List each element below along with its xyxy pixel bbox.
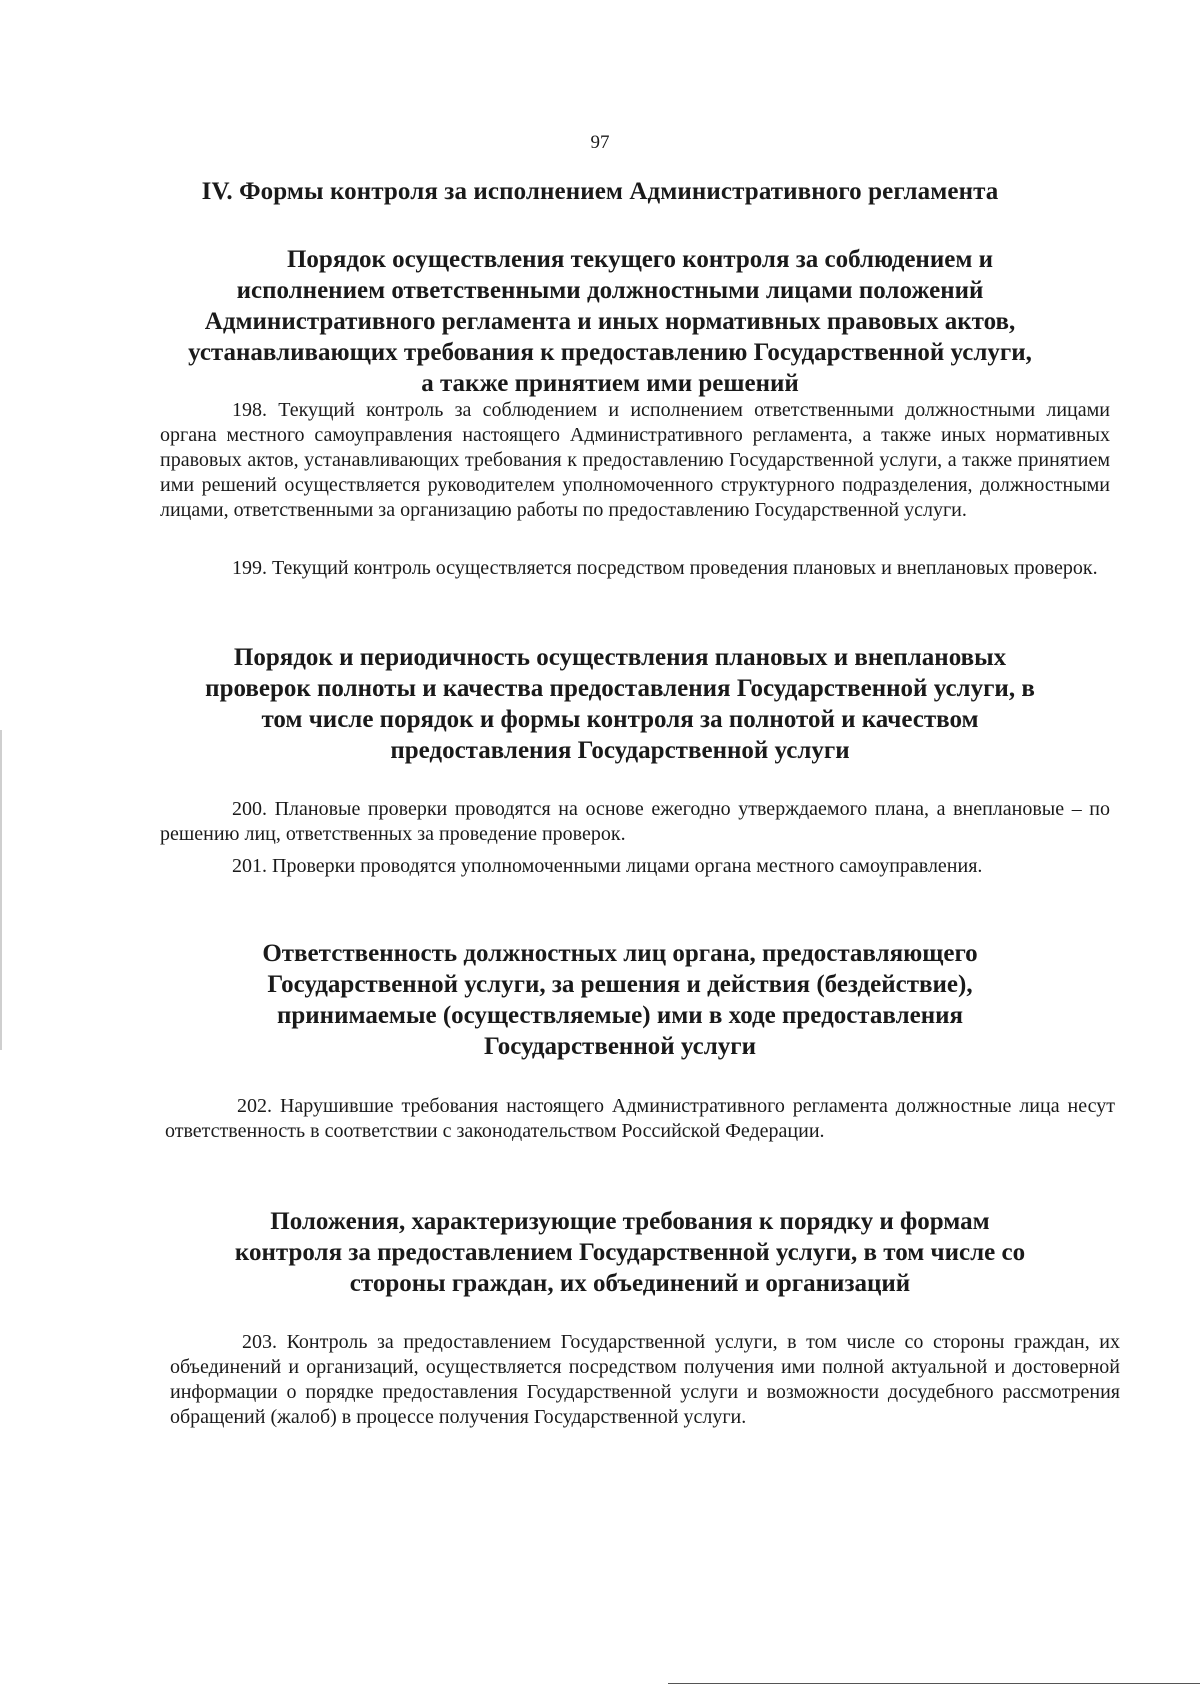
scan-bottom-line [668,1683,1200,1684]
paragraph-text: 200. Плановые проверки проводятся на основе ежегодно утверждаемого плана, а внеплановые – по решению лиц, ответственных за проведение проверок. [160,798,1110,845]
page-number: 97 [590,132,610,153]
section-title: IV. Формы контроля за исполнением Административного регламента [201,178,999,205]
paragraph-203 [170,1330,1120,1430]
paragraph-200 [160,797,1110,847]
paragraph-201 [160,851,1110,882]
paragraph-text: 198. Текущий контроль за соблюдением и исполнением ответственными должностными лицами органа местного самоуправления настоящего Административного регламента, а также иных нормативных правовых актов, устанавливающих требования к предоставлению Государственной услуги, а также принятием ими решений осуществляется руководителем уполномоченного структурного подразделения, должностными лицами, ответственными за организацию работы по предоставлению Государственной услуги. [160,399,1110,521]
heading-line: устанавливающих требования к предоставлению Государственной услуги, [188,339,1032,366]
heading-line: а также принятием ими решений [421,370,799,397]
heading-line: том числе порядок и формы контроля за полнотой и качеством [261,706,979,733]
heading-line: Порядок и периодичность осуществления плановых и внеплановых [233,644,1007,671]
heading-current-control [140,244,1080,399]
paragraph-text: 201. Проверки проводятся уполномоченными лицами органа местного самоуправления. [232,855,983,877]
heading-line: Положения, характеризующие требования к порядку и формам [270,1208,990,1235]
paragraph-199 [160,556,1110,581]
heading-line: Государственной услуги, за решения и действия (бездействие), [267,971,973,998]
heading-responsibility [150,938,1090,1062]
heading-line: исполнением ответственными должностными лицами положений [236,277,984,304]
paragraph-text: 203. Контроль за предоставлением Государственной услуги, в том числе со стороны граждан, их объединений и организаций, осуществляется посредством получения ими полной актуальной и достоверной информации о порядке предоставления Государственной услуги и возможности досудебного рассмотрения обращений (жалоб) в процессе получения Государственной услуги. [170,1331,1120,1428]
heading-line: Административного регламента и иных нормативных правовых актов, [204,308,1016,335]
heading-line: принимаемые (осуществляемые) ими в ходе предоставления [276,1002,964,1029]
heading-line: контроля за предоставлением Государственной услуги, в том числе со [234,1239,1026,1266]
scan-edge-mark [0,730,2,1050]
heading-periodic-checks [150,642,1090,766]
paragraph-202 [165,1094,1115,1144]
heading-line: проверок полноты и качества предоставления Государственной услуги, в [205,675,1035,702]
paragraph-text: 202. Нарушившие требования настоящего Административного регламента должностные лица несут ответственность в соответствии с законодательством Российской Федерации. [165,1095,1115,1142]
heading-line: Ответственность должностных лиц органа, предоставляющего [262,940,978,967]
paragraph-198 [160,398,1110,523]
paragraph-text: 199. Текущий контроль осуществляется посредством проведения плановых и внеплановых проверок. [232,557,1098,579]
heading-line: стороны граждан, их объединений и организаций [349,1270,911,1297]
heading-line: предоставления Государственной услуги [390,737,850,764]
heading-line: Государственной услуги [484,1033,756,1060]
heading-line: Порядок осуществления текущего контроля за соблюдением и [286,246,994,273]
heading-control-provisions [160,1206,1100,1299]
